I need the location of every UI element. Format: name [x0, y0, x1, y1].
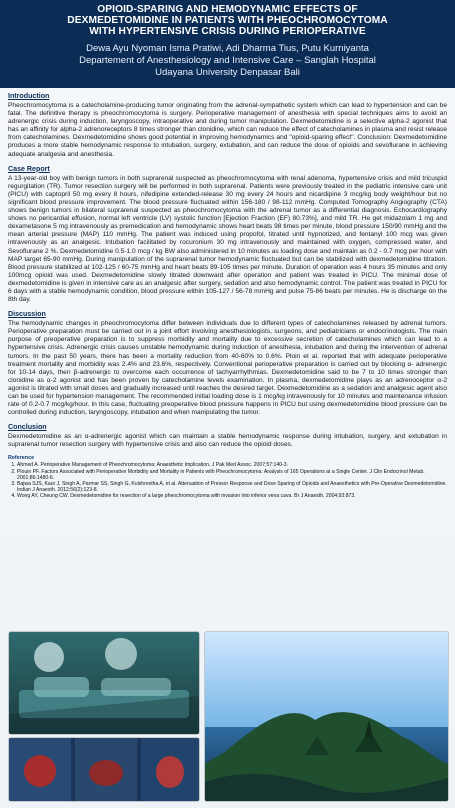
reference-item: 4. Wong AY, Cheung CW. Dexmedetomidine for resection of a large pheochromocytoma with invasion into inferior vena cava. Br J Anaesth. 2004;93:873.	[17, 493, 447, 499]
section-case-report	[8, 165, 447, 305]
section-heading: Discussion	[8, 310, 46, 319]
section-heading: Conclusion	[8, 423, 47, 432]
section-heading: Case Report	[8, 164, 50, 173]
title-line-3: WITH HYPERTENSIVE CRISIS DURING PERIOPERATIVE	[89, 26, 366, 37]
title-line-2: DEXMEDETOMIDINE IN PATIENTS WITH PHEOCHROMOCYTOMA	[67, 15, 388, 26]
references-list	[8, 462, 447, 499]
section-conclusion	[8, 423, 447, 449]
section-body: Dexmedetomidine as an α-adrenergic agonist which can maintain a stable hemodynamic response during intubation, surgery, and extubation in suprarenal tumor resection surgery with hypertensive crisis and also can reduce the opioid doses.	[8, 433, 447, 449]
section-body: The hemodynamic changes in pheochromocytoma differ between individuals due to different types of catecholamines released by adrenal tumors. Perioperative preparation must be carried out in a joint effort involving anesthesiologists, surgeons, and pediatricians or endocrinologists. The main purpose of preoperative preparation is to suppress morbidity and mortality due to excessive secretion of catecholamines which can lead to a hypertensive crisis. Adrenergic crisis causes unstable hemodynamic during induction of anesthesia, intubation and during the intervention of adrenal tumors. In the past 50 years, there has been a mortality reduction from 40-60% to 0.6%. Ploin et al. reported that with adequate perioperative treatment mortality and morbidity was 2.4% and 23.6%, respectively. Conventional perioperative preparation is carried out by blocking α- adrenergic for 10-14 days, then β-adrenergic to overcome each occurrence of tachyarrhythmias. Dexmedetomidine said to be 7 to 10 times stronger than clonidine as α-2 agonist and has been proven by catecholamine levels examination. In plasma, dexmedetomidine plays as an adrenoceptor α-2 agonist is titrated with small doses and gradually increased until reaches the desired target. Dexmedetomidine as a sedation and analgesic agent also can be used for hypertension management. The recommended initial loading dose is 1 mcg/kg intravenously for 10 minutes and maintenance infusion rate of 0.2-0.7 mcg/kg/hour. In this case, fluctuating preoperative blood pressure happens in PICU but using dexmedetomidine blood pressure can be controlled during induction, laryngoscopy, intubation and when manipulating the tumor.	[8, 320, 447, 417]
section-heading: Introduction	[8, 92, 50, 100]
section-body: Pheochromocytoma is a catecholamine-producing tumor originating from the adrenal-sympathetic system which can lead to hypertension and can be fatal. The definitive therapy is pheochromocytoma is surgery. Perioperative management of anesthesia with special techniques aims to avoid an adrenergic crisis during induction, laryngoscopy, intraoperative and during tumor manipulation. Dexmedetomidine is a selective alpha-2 agonist that has an affinity for alpha-2 adrenoreceptors 8 times stronger than clonidine, which can reduce the effect of catecholamines in plasma and resist release from catecholamines. Dexmedetomidine shows good potential in improving hemodynamics and "opioid-sparing effect". Conclusion: Dexmedetomidine produces a more stable hemodynamic response to intubation, surgery, extubation, and can reduce the dose of opioids and sevoflurane in achieving adequate analgesia and anesthesia.	[8, 102, 447, 158]
specimen-photo	[8, 737, 200, 802]
references-heading: Reference	[8, 455, 35, 462]
specimen-illustration	[9, 738, 199, 801]
bali-temple-photo	[204, 631, 449, 802]
poster-header	[0, 0, 455, 88]
authors: Dewa Ayu Nyoman Isma Pratiwi, Adi Dharma Tius, Putu Kurniyanta	[86, 43, 369, 54]
university: Udayana University Denpasar Bali	[155, 67, 300, 78]
operating-room-illustration	[9, 632, 199, 734]
section-references	[8, 455, 447, 499]
photo-strip	[8, 625, 447, 800]
section-body: A 13-year-old boy with benign tumors in both suprarenal suspected as pheochromocytoma with renal adenoma, hypertensive crisis and mild tricuspid regurgitation (TR). Tumor resection surgery will be performed in both suprarenal. Patients were previously treated in the pediatric intensive care unit (PICU) with captopril 50 mg every 8 hours, nifedipine extended-release 30 mg every 24 hours and nicardipine 3 mcg/kg body weight/hour but no significant blood pressure improvement. The blood pressure fluctuated within 156-180 / 98-112 mmHg. Computed Tomography Angiography (CTA) shows benign tumors in bilateral suprarenal suspected as pheochromocytoma with the adrenal tumor as a differential diagnosis. Echocardiography shows no pericardial effusion, normal left ventricle (LV) systolic function [Ejection Fraction (EF) 80.73%], and mild TR. He get midazolam 1 mg and dexametasone 5 mg intravenously as premedication and hemodynamic shows heart beats 98 times per minute, blood pressure 150/90 mmHg and the mean arterial pressure (MAP) 110 mmHg. The patient was induced using propofol, titrated until hypnotized, and fentanyl 100 mcg was given intravenously as an analgesic. Intubation facilitated by rocuronium 30 mg intravenously and maintained with oxygen, compressed water, and Sevoflurane 2 %. Dexmedetomidine 0.5-1.0 mcg / kg BW also administered in 10 minutes as loading dose and maintain as 0.2 - 0.7 mcg per hour with MAP target 65-90 mmHg. During manipulation of the suprarenal tumor hemodynamic fluctuated but can be stabilized with dexmedetomidine titration. Blood pressure stabilized at 102-125 / 60-75 mmHg and heart beats 89-105 times per minute. Duration of operation was 4 hours 35 minutes and only 100mcg opioid was used. Dexmedetomidine slowly titrated downward after operation and patient was treated in PICU. The minimal dose of dexmedetomidine is given in intensive care as an analgesic after surgery, sedation and also hemodynamic control. The patient was treated in PICU for 6 days with a stable hemodynamic condition, blood pressure within 105-127 / 56-78 mmHg and pulse 75-86 beats per minutes. He is discharge on the 8th day.	[8, 174, 447, 304]
operating-room-photo	[8, 631, 200, 735]
section-introduction	[8, 92, 447, 159]
reference-item: 3. Bajwa SJS, Kaur J, Singh A, Parmar SS, Singh G, Kulshrestha A, et al. Attenuation of Pressor Response and Dose Sparing of Opioids and Anaesthetics with Pre-Operative Dexmedetomidine. Indian J Anaesth. 2012;56(2):123-8.	[17, 481, 447, 493]
reference-item: 2. Plouin PF. Factors Associated with Perioperative Morbidity and Mortality in Patients with Pheochromocytoma: Analysis of 165 Operations at a Single Center. J Clin Endocrinol Metab. 2001;86:1480-6.	[17, 469, 447, 481]
department: Departement of Anesthesiology and Intensive Care – Sanglah Hospital	[79, 55, 376, 66]
reference-item: 1. Ahmed A. Perioperative Management of Pheochromocytoma: Anaesthetic Implication. J Pak Med Assoc. 2007;57:140-3.	[17, 462, 447, 468]
section-discussion	[8, 310, 447, 417]
temple-landscape-illustration	[205, 632, 448, 801]
title-line-1: OPIOID-SPARING AND HEMODYNAMIC EFFECTS OF	[97, 4, 358, 15]
poster-title	[0, 0, 455, 37]
poster-content	[8, 92, 447, 622]
